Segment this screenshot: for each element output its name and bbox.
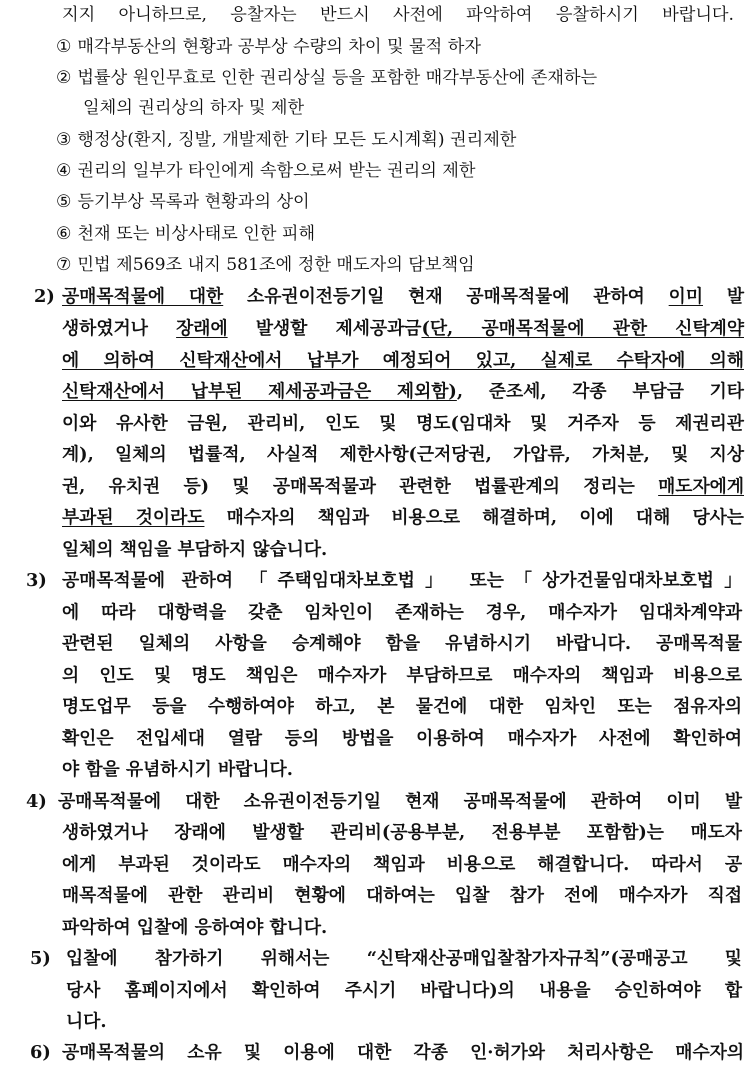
defect-number: ① <box>56 37 72 57</box>
section-3-line-2: 에 따라 대항력을 갖춘 임차인이 존재하는 경우, 매수자가 임대차계약과 <box>62 602 742 623</box>
section-4-line-1: 공매목적물에 대한 소유권이전등기일 현재 공매목적물에 관하여 이미 발 <box>58 791 742 812</box>
section-5-line-2: 당사 홈페이지에서 확인하여 주시기 바랍니다)의 내용을 승인하여야 합 <box>66 980 742 1001</box>
defect-number: ② <box>56 68 72 88</box>
defect-text: 일체의 권리상의 하자 및 제한 <box>83 98 305 118</box>
defect-number: ④ <box>56 161 72 181</box>
intro-line: 지지 아니하므로, 응찰자는 반드시 사전에 파악하여 응찰하시기 바랍니다. <box>62 5 734 25</box>
defect-item-1 <box>56 36 481 58</box>
section-3-line-5: 명도업무 등을 수행하여야 하고, 본 물건에 대한 임차인 또는 점유자의 <box>62 696 742 717</box>
section-2-line-4: 신탁재산에서 납부된 제세공과금은 제외함), 준조세, 각종 부담금 기타 <box>62 381 744 402</box>
section-3-line-4: 의 인도 및 명도 책임은 매수자가 부담하므로 매수자의 책임과 비용으로 <box>62 665 742 686</box>
defect-item-2-cont <box>83 97 304 119</box>
section-4-line-2: 생하였거나 장래에 발생할 관리비(공용부분, 전용부분 포함함)는 매도자 <box>62 822 742 843</box>
defect-text: 매각부동산의 현황과 공부상 수량의 차이 및 물적 하자 <box>77 37 481 57</box>
section-3-line-1: 공매목적물에 관하여 「주택임대차보호법」 또는「상가건물임대차보호법」 <box>62 570 742 591</box>
section-2-number: 2) <box>34 286 55 307</box>
defect-text: 법률상 원인무효로 인한 권리상실 등을 포함한 매각부동산에 존재하는 <box>77 68 598 88</box>
defect-number: ⑥ <box>56 224 72 244</box>
defect-text: 행정상(환지, 징발, 개발제한 기타 모든 도시계획) 권리제한 <box>77 130 517 150</box>
defect-text: 민법 제569조 내지 581조에 정한 매도자의 담보책임 <box>77 255 475 275</box>
section-2-line-6: 계), 일체의 법률적, 사실적 제한사항(근저당권, 가압류, 가처분, 및 지상 <box>62 444 744 465</box>
section-2-line-5: 이와 유사한 금원, 관리비, 인도 및 명도(임대차 및 거주자 등 제권리관 <box>62 413 744 434</box>
defect-item-7 <box>56 254 475 276</box>
section-4-line-3: 에게 부과된 것이라도 매수자의 책임과 비용으로 해결합니다. 따라서 공 <box>62 854 742 875</box>
section-5-number: 5) <box>30 948 51 969</box>
section-2-line-9: 일체의 책임을 부담하지 않습니다. <box>62 539 328 560</box>
section-3-line-6: 확인은 전입세대 열람 등의 방법을 이용하여 매수자가 사전에 확인하여 <box>62 728 742 749</box>
defect-number: ③ <box>56 130 72 150</box>
defect-text: 권리의 일부가 타인에게 속함으로써 받는 권리의 제한 <box>77 161 476 181</box>
section-2-line-7: 권, 유치권 등) 및 공매목적물과 관련한 법률관계의 정리는 매도자에게 <box>62 476 744 497</box>
defect-number: ⑤ <box>56 192 72 212</box>
section-3-line-3: 관련된 일체의 사항을 승계해야 함을 유념하시기 바랍니다. 공매목적물 <box>62 633 742 654</box>
defect-number: ⑦ <box>56 255 72 275</box>
section-6-number: 6) <box>30 1042 51 1063</box>
defect-item-4 <box>56 160 475 182</box>
defect-item-6 <box>56 223 315 245</box>
section-2-line-1: 공매목적물에 대한 소유권이전등기일 현재 공매목적물에 관하여 이미 발 <box>62 286 745 307</box>
defect-item-2 <box>56 67 742 89</box>
section-2-line-3: 에 의하여 신탁재산에서 납부가 예정되어 있고, 실제로 수탁자에 의해 <box>62 350 744 371</box>
section-5-line-3: 니다. <box>66 1011 107 1032</box>
section-5-line-1: 입찰에 참가하기 위해서는 “신탁재산공매입찰참가자규칙”(공매공고 및 <box>66 948 742 969</box>
section-2-line-8: 부과된 것이라도 매수자의 책임과 비용으로 해결하며, 이에 대해 당사는 <box>62 507 744 528</box>
defect-item-5 <box>56 191 310 213</box>
section-4-line-5: 파악하여 입찰에 응하여야 합니다. <box>62 917 328 938</box>
section-3-number: 3) <box>26 570 47 591</box>
section-2-line-2: 생하였거나 장래에 발생할 제세공과금(단, 공매목적물에 관한 신탁계약 <box>62 318 744 339</box>
defect-text: 천재 또는 비상사태로 인한 피해 <box>77 224 316 244</box>
section-3-line-7: 야 함을 유념하시기 바랍니다. <box>62 759 293 780</box>
defect-text: 등기부상 목록과 현황과의 상이 <box>77 192 310 212</box>
section-6-line-1: 공매목적물의 소유 및 이용에 대한 각종 인·허가와 처리사항은 매수자의 <box>62 1042 744 1063</box>
section-4-number: 4) <box>26 791 47 812</box>
defect-item-3 <box>56 129 516 151</box>
section-4-line-4: 매목적물에 관한 관리비 현황에 대하여는 입찰 참가 전에 매수자가 직접 <box>62 885 742 906</box>
